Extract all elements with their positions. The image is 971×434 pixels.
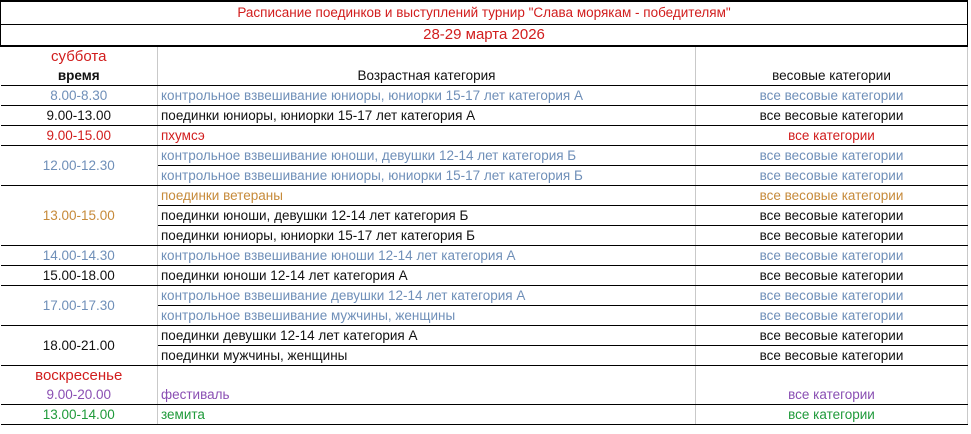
- weight-cell: все весовые категории: [696, 186, 968, 206]
- category-cell: контрольное взвешивание юниоры, юниорки 15-17 лет категория Б: [158, 166, 696, 186]
- time-cell: 15.00-18.00: [1, 266, 158, 286]
- table-row: [1, 106, 968, 126]
- table-row: [1, 385, 968, 405]
- table-row: [1, 86, 968, 106]
- category-cell: поединки юниоры, юниорки 15-17 лет категория Б: [158, 226, 696, 246]
- header-weight: весовые категории: [696, 66, 968, 86]
- table-row: [1, 186, 968, 206]
- weight-cell: все весовые категории: [696, 166, 968, 186]
- header-time: время: [1, 66, 158, 86]
- weight-cell: все весовые категории: [696, 266, 968, 286]
- time-cell: 17.00-17.30: [1, 286, 158, 326]
- table-row: [1, 286, 968, 306]
- table-row: [1, 405, 968, 425]
- table-row: [1, 126, 968, 146]
- weight-cell: все весовые категории: [696, 346, 968, 366]
- category-cell: контрольное взвешивание мужчины, женщины: [158, 306, 696, 326]
- table-row: [1, 266, 968, 286]
- time-cell: 12.00-12.30: [1, 146, 158, 186]
- weight-cell: все весовые категории: [696, 286, 968, 306]
- table-row: [1, 246, 968, 266]
- category-cell: поединки юноши 12-14 лет категория А: [158, 266, 696, 286]
- time-cell: 13.00-15.00: [1, 186, 158, 246]
- category-cell: контрольное взвешивание юноши, девушки 12-14 лет категория Б: [158, 146, 696, 166]
- weight-cell: все весовые категории: [696, 246, 968, 266]
- schedule-title: Расписание поединков и выступлений турнир "Слава морякам - победителям": [1, 1, 968, 25]
- weight-cell: все весовые категории: [696, 106, 968, 126]
- weight-cell: все весовые категории: [696, 306, 968, 326]
- category-cell: поединки ветераны: [158, 186, 696, 206]
- table-row: [1, 326, 968, 346]
- time-cell: 8.00-8.30: [1, 86, 158, 106]
- weight-cell: все категории: [696, 385, 968, 405]
- weight-cell: все категории: [696, 126, 968, 146]
- time-cell: 13.00-14.00: [1, 405, 158, 425]
- time-cell: 9.00-20.00: [1, 385, 158, 405]
- category-cell: контрольное взвешивание юниоры, юниорки 15-17 лет категория А: [158, 86, 696, 106]
- time-cell: 9.00-15.00: [1, 126, 158, 146]
- category-cell: контрольное взвешивание девушки 12-14 лет категория А: [158, 286, 696, 306]
- sunday-rows: [1, 385, 968, 425]
- category-cell: поединки юноши, девушки 12-14 лет категория Б: [158, 206, 696, 226]
- weight-cell: все весовые категории: [696, 326, 968, 346]
- category-cell: пхумсэ: [158, 126, 696, 146]
- day-label-saturday: суббота: [51, 48, 107, 65]
- weight-cell: все весовые категории: [696, 226, 968, 246]
- category-cell: поединки девушки 12-14 лет категория А: [158, 326, 696, 346]
- time-cell: 14.00-14.30: [1, 246, 158, 266]
- category-cell: фестиваль: [158, 385, 696, 405]
- header-category: Возрастная категория: [158, 66, 696, 86]
- weight-cell: все весовые категории: [696, 146, 968, 166]
- event-dates: 28-29 марта 2026: [1, 25, 968, 47]
- saturday-rows: [1, 86, 968, 366]
- time-cell: 18.00-21.00: [1, 326, 158, 366]
- category-cell: поединки мужчины, женщины: [158, 346, 696, 366]
- weight-cell: все весовые категории: [696, 206, 968, 226]
- category-cell: земита: [158, 405, 696, 425]
- category-cell: поединки юниоры, юниорки 15-17 лет категория А: [158, 106, 696, 126]
- weight-cell: все категории: [696, 405, 968, 425]
- time-cell: 9.00-13.00: [1, 106, 158, 126]
- weight-cell: все весовые категории: [696, 86, 968, 106]
- table-row: [1, 146, 968, 166]
- day-label-sunday: воскресенье: [35, 367, 123, 384]
- category-cell: контрольное взвешивание юноши 12-14 лет категория А: [158, 246, 696, 266]
